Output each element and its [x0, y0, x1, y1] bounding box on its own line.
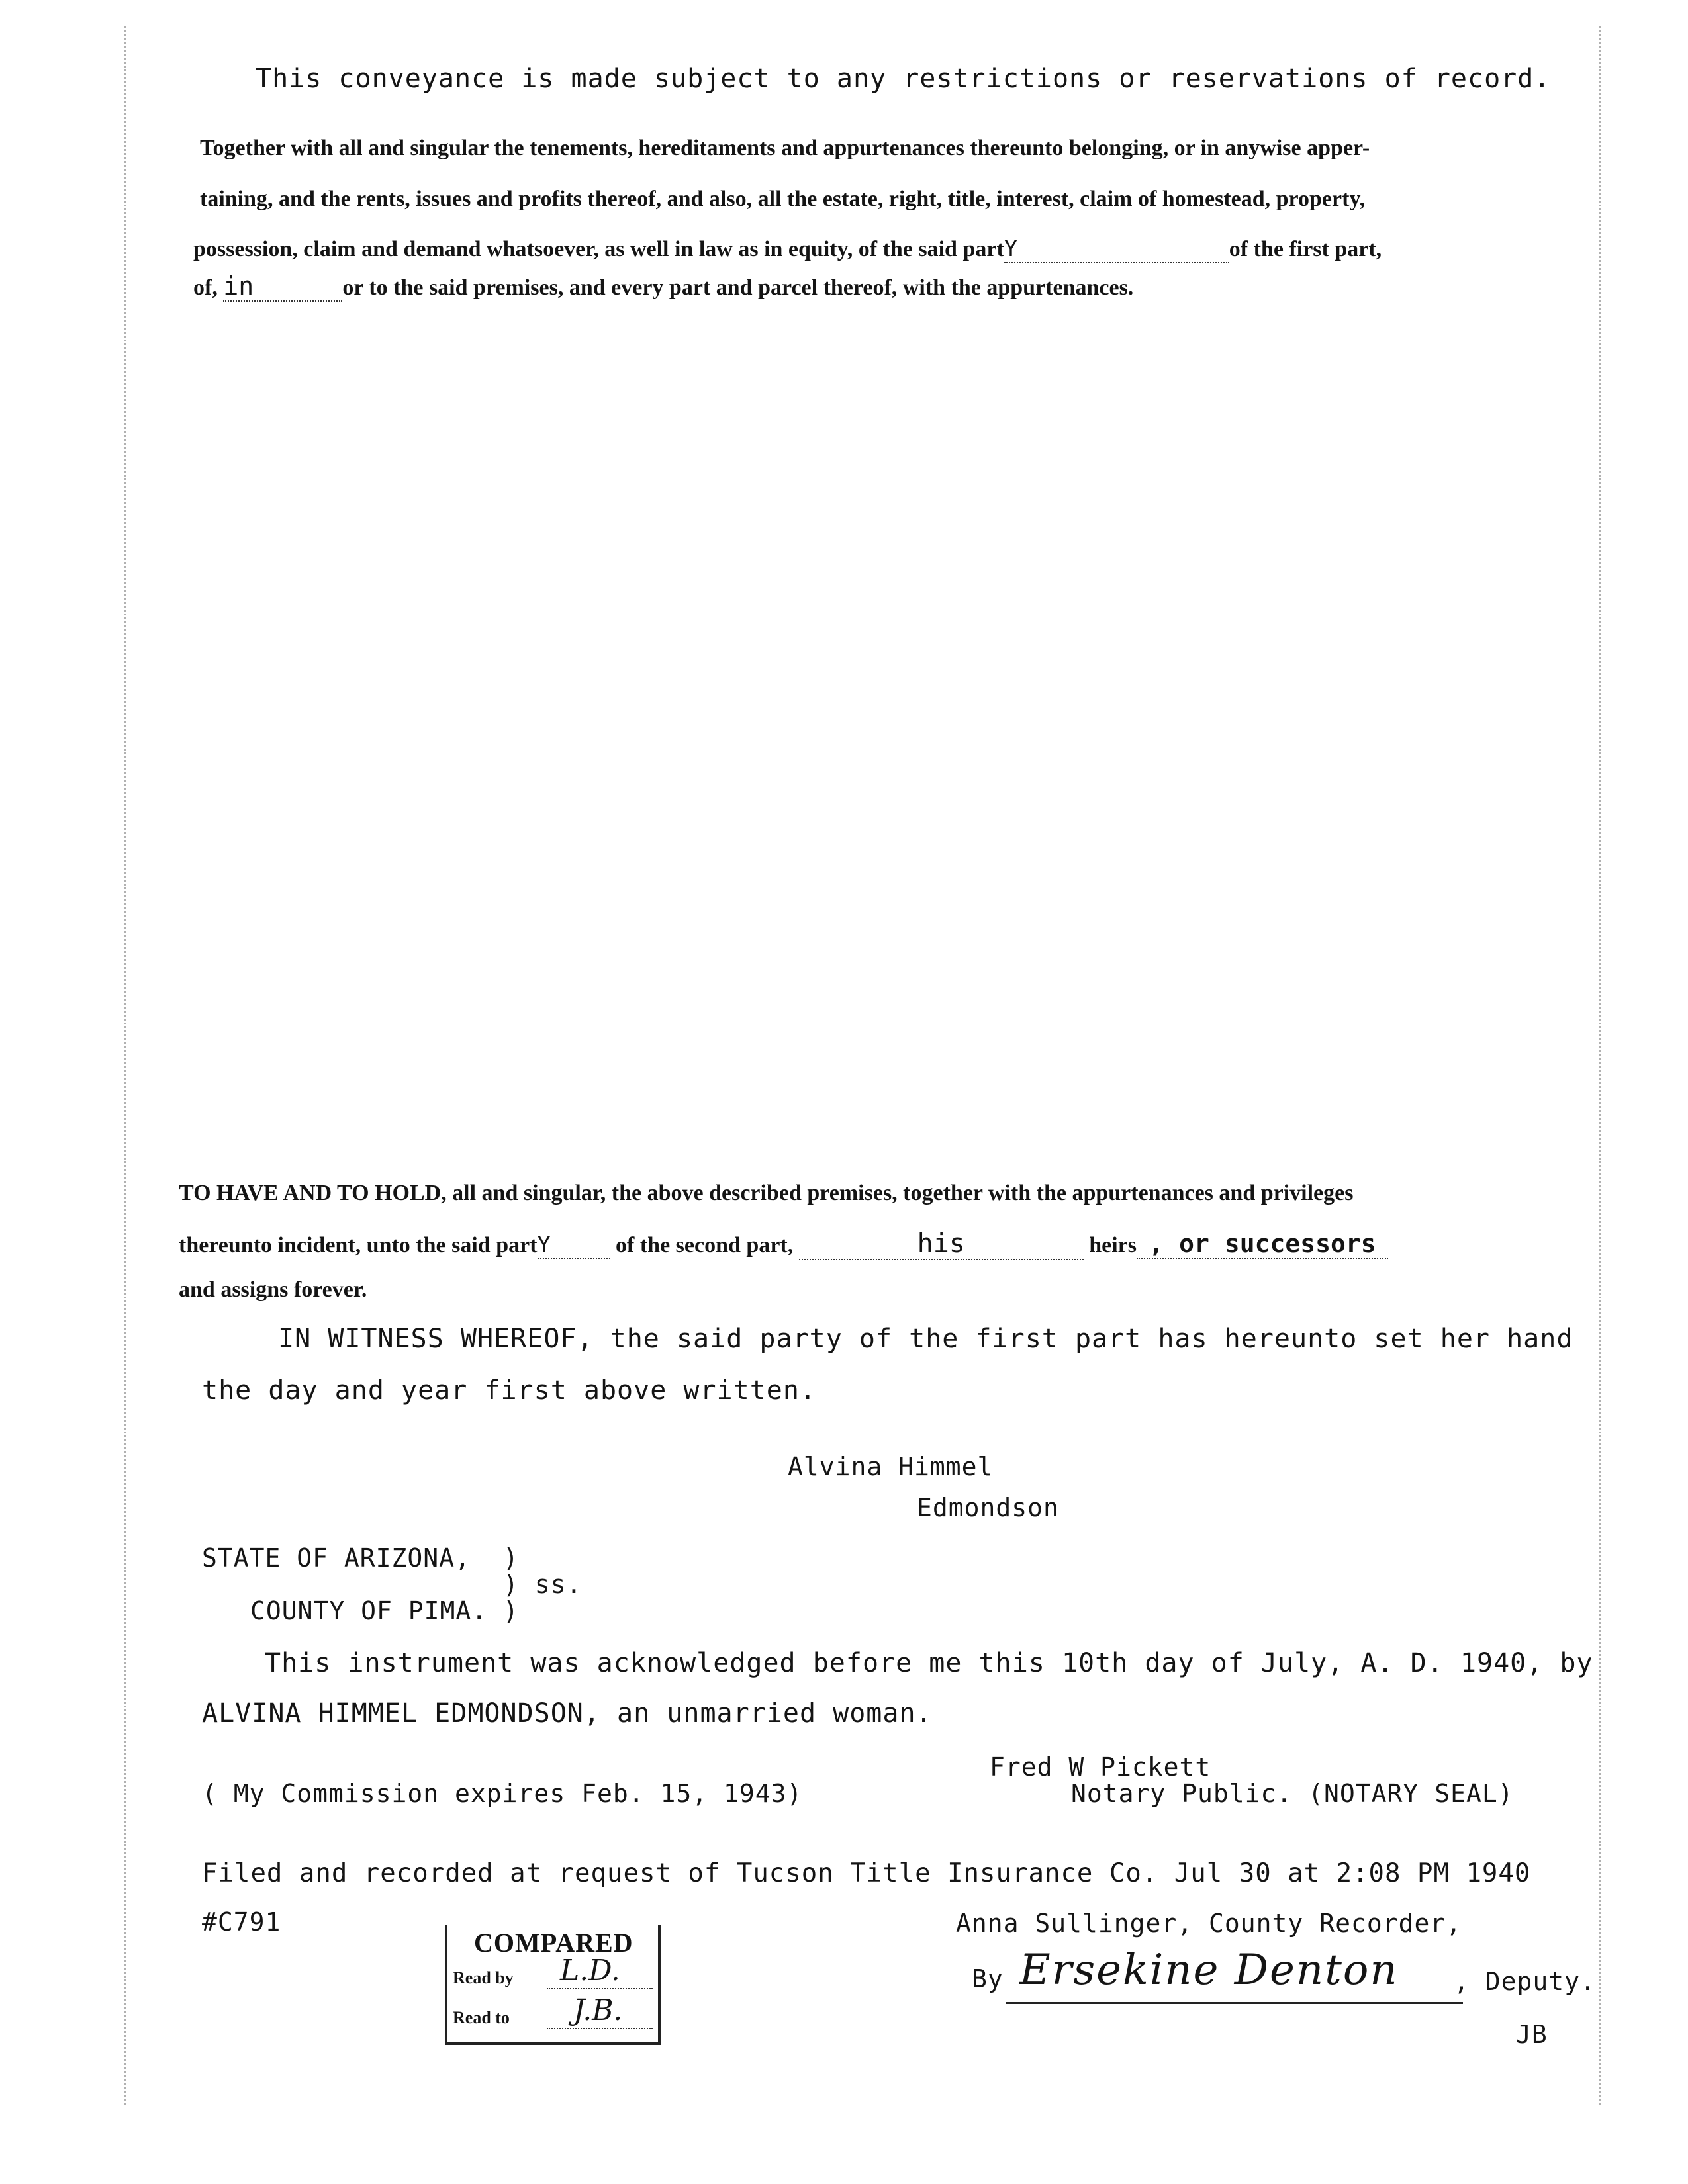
venue-county: COUNTY OF PIMA. [250, 1596, 488, 1625]
habendum-heirs: heirs [1089, 1233, 1137, 1257]
notary-title: Notary Public. (NOTARY SEAL) [1071, 1779, 1514, 1808]
together-line-3-text: possession, claim and demand whatsoever, as well in law as in equity, of the said part [193, 237, 1004, 261]
recording-number: #C791 [202, 1907, 281, 1936]
acknowledgment-line-1: This instrument was acknowledged before me this 10th day of July, A. D. 1940, by [265, 1648, 1593, 1678]
venue-paren-3: ) [503, 1596, 519, 1625]
commission-expires: ( My Commission expires Feb. 15, 1943) [202, 1779, 803, 1808]
read-to-initials: J.B. [573, 1993, 623, 2027]
witness-line-1: IN WITNESS WHEREOF, the said party of the first part has hereunto set her hand [278, 1324, 1573, 1354]
habendum-line-3: and assigns forever. [179, 1277, 367, 1302]
habendum-second-part: of the second part, [616, 1233, 794, 1257]
deputy-signature: Ersekine Denton [1019, 1946, 1399, 1995]
venue-state: STATE OF ARIZONA, [202, 1543, 471, 1572]
habendum-line-2 [179, 1228, 1388, 1260]
in-fill: in [223, 271, 342, 302]
together-line-4-end: or to the said premises, and every part and parcel thereof, with the appurtenances. [342, 275, 1134, 300]
notary-name: Fred W Pickett [990, 1752, 1211, 1782]
signer-name-line-2: Edmondson [917, 1493, 1059, 1522]
left-binding-edge [124, 26, 126, 2105]
together-line-4 [193, 271, 1133, 302]
read-by-initials: L.D. [560, 1954, 620, 1987]
read-by-line [547, 1988, 653, 1989]
compared-stamp-title: COMPARED [474, 1928, 633, 1958]
restrictions-line: This conveyance is made subject to any restrictions or reservations of record. [256, 64, 1551, 94]
read-to-label: Read to [453, 2008, 510, 2027]
signer-name-line-1: Alvina Himmel [788, 1452, 994, 1481]
his-fill: his [799, 1228, 1084, 1260]
witness-line-2: the day and year first above written. [202, 1375, 817, 1406]
filed-recorded-line: Filed and recorded at request of Tucson Title Insurance Co. Jul 30 at 2:08 PM 1940 [202, 1858, 1531, 1888]
together-line-3-end: of the first part, [1229, 237, 1382, 261]
habendum-line-1: TO HAVE AND TO HOLD, all and singular, the above described premises, together with the appurtenances and privileges [179, 1181, 1354, 1205]
party-fill-second: Y [538, 1232, 610, 1259]
read-by-label: Read by [453, 1968, 514, 1987]
venue-ss: ) ss. [503, 1570, 583, 1599]
together-line-4-start: of, [193, 275, 218, 300]
read-to-line [547, 2028, 653, 2029]
deputy-label: , Deputy. [1454, 1967, 1596, 1996]
county-recorder: Anna Sullinger, County Recorder, [956, 1909, 1462, 1938]
acknowledgment-line-2: ALVINA HIMMEL EDMONDSON, an unmarried woman. [202, 1698, 933, 1729]
venue-paren-1: ) [503, 1543, 519, 1572]
together-line-1: Together with all and singular the tenements, hereditaments and appurtenances thereunto belonging, or in anywise apper- [200, 136, 1370, 160]
compared-stamp [445, 1925, 661, 2045]
habendum-line-2-text: thereunto incident, unto the said part [179, 1233, 538, 1257]
recorder-initials: JB [1516, 2020, 1548, 2049]
together-line-2: taining, and the rents, issues and profits thereof, and also, all the estate, right, title, interest, claim of homestead, property, [200, 187, 1366, 211]
right-binding-edge [1599, 26, 1601, 2105]
signature-underline [1006, 2002, 1463, 2004]
party-fill-first: Y [1004, 236, 1229, 263]
successors-fill: , or successors [1137, 1229, 1388, 1259]
by-label: By [972, 1964, 1004, 1993]
together-line-3 [193, 236, 1382, 263]
